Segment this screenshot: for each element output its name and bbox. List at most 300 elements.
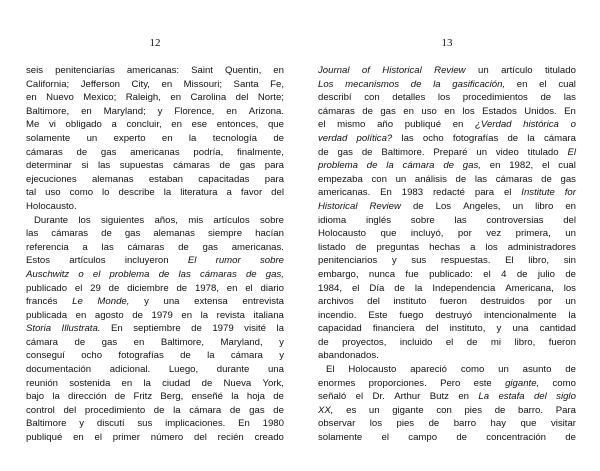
word: Nueva (223, 377, 252, 389)
word: de (494, 404, 506, 416)
word: de (176, 282, 188, 294)
word: vez (486, 228, 502, 240)
word: por (538, 296, 552, 308)
word: California; (26, 78, 70, 90)
word: Maryland, (220, 336, 263, 348)
word: americanas (130, 146, 180, 158)
word: un (512, 200, 524, 212)
word: primer (112, 432, 140, 444)
word: publicada (26, 309, 68, 321)
text-line (26, 64, 284, 78)
word: fueron (548, 336, 576, 348)
text-line (26, 214, 284, 228)
word: años, (154, 214, 178, 226)
word: video (495, 146, 519, 158)
word: de (516, 268, 528, 280)
word: de (153, 404, 165, 416)
italic-word: problema (109, 268, 150, 280)
word: cámaras (173, 160, 210, 172)
word: gas (560, 173, 576, 185)
word: del (235, 92, 249, 104)
text-line (26, 349, 284, 363)
italic-word: sobre (260, 255, 284, 267)
word: del (367, 296, 380, 308)
word: 1983 (401, 187, 424, 199)
word: el (445, 336, 454, 348)
word: lo (102, 187, 110, 199)
word: si (81, 160, 89, 172)
word: penitenciarios (318, 255, 378, 267)
italic-word: del (533, 391, 547, 403)
word: y (391, 255, 397, 267)
word: por (457, 228, 472, 240)
word: ciudad (162, 377, 191, 389)
text-line (26, 295, 284, 309)
word: americanas. (231, 241, 284, 253)
word: Baltimore, (26, 105, 70, 117)
word: de (273, 391, 284, 403)
word: para (264, 173, 284, 185)
word: de (114, 391, 126, 403)
text-line (26, 431, 284, 445)
italic-word: gigante, (505, 377, 540, 389)
word: vi (48, 119, 56, 131)
word: podría, (193, 146, 224, 158)
word: Para (555, 404, 576, 416)
text-line (26, 377, 284, 391)
word: gas (100, 146, 117, 158)
word: de (74, 336, 86, 348)
word: de (455, 173, 467, 185)
word: el (503, 187, 512, 199)
text-line (318, 417, 576, 431)
text-line (318, 282, 576, 296)
word: fuego (399, 309, 424, 321)
word: la (207, 350, 215, 362)
page-number: 13 (441, 37, 453, 49)
text-line (318, 241, 576, 255)
word: diario (260, 282, 284, 294)
page-body-text (26, 64, 284, 445)
text-line (26, 309, 284, 323)
word: en (161, 132, 173, 144)
text-line (26, 173, 284, 187)
word: capacidad (318, 323, 362, 335)
word: un (498, 364, 509, 376)
word: de (178, 241, 189, 253)
text-line (26, 404, 284, 418)
word: visité (244, 323, 266, 335)
word: destruyó (435, 309, 473, 321)
word: extensa (194, 296, 228, 308)
word: proporciones. (368, 377, 427, 389)
italic-word: El (187, 255, 197, 267)
word: empezaba (318, 173, 363, 185)
word: gas (202, 241, 218, 253)
word: Me (26, 119, 40, 131)
word: en (181, 309, 193, 321)
word: procedimientos (462, 92, 528, 104)
word: gas (101, 336, 118, 348)
word: sin (563, 255, 576, 267)
word: publicado: (429, 268, 473, 280)
word: cámaras (51, 228, 89, 240)
word: nunca (368, 268, 396, 280)
word: sobre (259, 214, 284, 226)
word: gas (239, 160, 256, 172)
text-line (26, 254, 284, 268)
word: en (226, 105, 237, 117)
word: redacté (432, 187, 465, 199)
word: de (219, 160, 231, 172)
word: capacitadas (198, 173, 250, 185)
text-line (26, 186, 284, 200)
word: uso (45, 187, 61, 199)
word: este (473, 377, 492, 389)
italic-word: for (564, 187, 576, 199)
text-line (318, 132, 576, 146)
italic-word: o (570, 119, 576, 131)
word: diciembre (127, 282, 169, 294)
right-page (318, 0, 576, 471)
italic-word: rumor (215, 255, 241, 267)
word: solamente (26, 132, 71, 144)
word: En (564, 105, 576, 117)
word: penitenciarías (55, 65, 115, 76)
word: ocho (422, 132, 444, 144)
word: un (478, 65, 489, 76)
text-line (318, 186, 576, 200)
word: Baltimore. (381, 146, 425, 158)
text-line (318, 336, 576, 350)
text-line (26, 268, 284, 282)
word: artículos (69, 255, 106, 267)
word: un (565, 296, 576, 308)
word: las (474, 173, 488, 185)
word: el (351, 282, 360, 294)
word: sostenida (69, 377, 111, 389)
text-line (318, 322, 576, 336)
word: de (76, 146, 88, 158)
italic-word: de (245, 268, 257, 280)
word: en (171, 119, 182, 131)
word: Arizona. (248, 105, 284, 117)
word: y (144, 296, 149, 308)
italic-word: siglo (556, 391, 576, 403)
word: gas (337, 146, 353, 158)
text-line (318, 390, 576, 404)
text-line (318, 227, 576, 241)
word: Mexico; (83, 92, 117, 104)
word: hay (490, 418, 507, 430)
word: la (568, 309, 576, 321)
word: mismo (337, 119, 366, 131)
word: cantidad (539, 323, 576, 335)
word: pies (464, 404, 483, 416)
word: el (318, 119, 326, 131)
word: En (238, 418, 250, 430)
italic-word: la (433, 78, 441, 90)
italic-word: estafa (498, 391, 525, 403)
word: señaló (318, 391, 347, 403)
word: con (364, 92, 380, 104)
left-page (26, 0, 284, 471)
word: entonces, (216, 119, 259, 131)
italic-word: cámaras (199, 268, 237, 280)
word: adicional. (109, 364, 151, 376)
word: Este (368, 309, 388, 321)
word: revista (216, 309, 245, 321)
text-line (318, 268, 576, 282)
word: de (565, 432, 576, 444)
word: cámara (189, 404, 222, 416)
word: la (143, 377, 151, 389)
word: incendio. (318, 309, 357, 321)
word: un (86, 132, 98, 144)
word: publiqué (26, 432, 63, 444)
word: Baltimore (26, 418, 67, 430)
word: Luego, (168, 364, 199, 376)
word: agosto (94, 309, 124, 321)
word: financiera (372, 323, 415, 335)
word: Día (369, 282, 385, 294)
word: Holocausto (348, 364, 397, 376)
word: ese (191, 119, 208, 131)
word: El (505, 255, 514, 267)
word: análisis (414, 173, 447, 185)
word: las (97, 160, 111, 172)
word: Dr. (372, 391, 385, 403)
page-body-text (318, 64, 576, 445)
word: que (380, 228, 397, 240)
word: septiembre (133, 323, 181, 335)
italic-word: of (361, 65, 370, 76)
word: estaban (148, 173, 183, 185)
text-line (26, 159, 284, 173)
word: dirección (68, 391, 107, 403)
italic-word: de (366, 160, 378, 172)
word: 1979 (151, 309, 173, 321)
word: embargo, (318, 268, 359, 280)
word: del (563, 214, 576, 226)
word: de (565, 268, 576, 280)
word: en (444, 105, 455, 117)
word: 1982, (509, 160, 534, 172)
word: cámara (543, 132, 576, 144)
word: seis (26, 65, 44, 76)
word: incluyó, (410, 228, 444, 240)
word: cámaras (318, 105, 355, 117)
word: en (133, 336, 145, 348)
word: hechas (429, 241, 461, 253)
word: el (381, 432, 389, 444)
word: americanas: (126, 65, 180, 76)
italic-word: histórica (523, 119, 559, 131)
text-line (26, 363, 284, 377)
word: Berg, (160, 391, 184, 403)
word: intencionalmente (484, 309, 557, 321)
word: siguientes (100, 214, 145, 226)
word: Saint (191, 65, 213, 76)
italic-word: mecanismos (345, 78, 400, 90)
italic-word: gasificación, (452, 78, 506, 90)
word: en (73, 432, 84, 444)
word: a (470, 241, 476, 253)
word: cual (558, 160, 576, 172)
word: administradores (507, 241, 576, 253)
word: controversias (486, 214, 544, 226)
word: conseguí (26, 350, 65, 362)
word: cámaras (127, 241, 165, 253)
word: describe (118, 187, 155, 199)
text-line (26, 390, 284, 404)
word: Holocausto. (26, 200, 77, 212)
word: artículo (501, 65, 533, 76)
italic-word: de (410, 78, 422, 90)
word: el (74, 282, 83, 294)
word: Quentin, (225, 65, 262, 76)
word: describí (318, 92, 352, 104)
italic-word: Storia (26, 323, 52, 335)
word: mi (490, 336, 502, 348)
word: El (326, 364, 335, 376)
word: sus (411, 255, 427, 267)
word: los (485, 241, 498, 253)
word: barro. (518, 404, 544, 416)
text-line (26, 227, 284, 241)
word: de (229, 404, 241, 416)
word: en (273, 65, 284, 76)
word: libro, (514, 336, 536, 348)
italic-word: Le (72, 296, 83, 308)
word: titulado (544, 65, 576, 76)
italic-word: el (92, 268, 101, 280)
text-line (318, 91, 576, 105)
word: para (474, 187, 495, 199)
word: italiana (253, 309, 284, 321)
word: los (462, 105, 475, 117)
text-line (26, 417, 284, 431)
word: Santa (233, 78, 259, 90)
text-line (318, 295, 576, 309)
word: a (111, 119, 117, 131)
word: en (121, 377, 133, 389)
italic-word: Review (369, 200, 401, 212)
word: de (180, 350, 191, 362)
word: fueron (439, 296, 467, 308)
italic-word: la (386, 160, 394, 172)
word: 1978, (194, 282, 219, 294)
word: de (428, 418, 440, 430)
word: el (539, 78, 547, 90)
word: como (460, 364, 485, 376)
word: de (362, 105, 373, 117)
word: la (173, 404, 181, 416)
word: control (26, 404, 55, 416)
word: las (454, 214, 467, 226)
word: 1984, (318, 282, 343, 294)
word: la (200, 309, 209, 321)
word: con (436, 404, 452, 416)
italic-word: Auschwitz (26, 268, 70, 280)
word: bajo (26, 391, 45, 403)
word: discutí (96, 418, 125, 430)
word: Arthur (394, 391, 421, 403)
word: en (226, 282, 238, 294)
word: fotografías (118, 350, 164, 362)
text-line (26, 322, 284, 336)
word: referencia (26, 241, 69, 253)
word: York, (262, 377, 284, 389)
word: de (466, 336, 478, 348)
word: el (483, 268, 491, 280)
text-line (318, 254, 576, 268)
word: Durante (34, 214, 69, 226)
word: Baltimore, (160, 336, 204, 348)
italic-word: Illustrata. (61, 323, 101, 335)
word: que (267, 119, 284, 131)
word: literatura (180, 187, 218, 199)
word: proyectos, (342, 336, 387, 348)
word: como (552, 377, 576, 389)
word: de (541, 173, 552, 185)
word: la (188, 132, 197, 144)
italic-word: XX, (318, 404, 334, 416)
word: primera, (515, 228, 551, 240)
word: ejecuciones (26, 173, 77, 185)
word: recién (217, 432, 244, 444)
word: destruidos (480, 296, 525, 308)
word: Angeles, (463, 200, 501, 212)
word: barro (453, 418, 477, 430)
word: enseñé (191, 391, 223, 403)
word: el (355, 391, 364, 403)
word: publicado (26, 282, 68, 294)
word: inglés (365, 214, 392, 226)
text-line (318, 118, 576, 132)
word: Pero (440, 377, 461, 389)
text-line (26, 105, 284, 119)
word: del (271, 187, 284, 199)
word: las (26, 228, 39, 240)
text-line (318, 377, 576, 391)
word: gigante (392, 404, 424, 416)
word: para (264, 160, 284, 172)
word: en (81, 105, 92, 117)
word: gas (249, 404, 265, 416)
word: obligado (65, 119, 102, 131)
word: Preparé (433, 146, 468, 158)
word: favor (240, 187, 263, 199)
word: de (108, 282, 120, 294)
word: los (437, 92, 451, 104)
text-line (318, 105, 576, 119)
word: mis (188, 214, 204, 226)
word: 4 (501, 268, 507, 280)
text-line (318, 159, 576, 173)
word: libro, (528, 255, 550, 267)
word: observar (318, 418, 356, 430)
word: los (369, 418, 383, 430)
word: de (318, 336, 329, 348)
word: julio (537, 268, 555, 280)
italic-word: La (478, 391, 490, 403)
word: el (542, 160, 550, 172)
text-line (26, 200, 284, 214)
word: de (507, 132, 519, 144)
word: Fritz (133, 391, 153, 403)
word: cámaras (26, 146, 63, 158)
